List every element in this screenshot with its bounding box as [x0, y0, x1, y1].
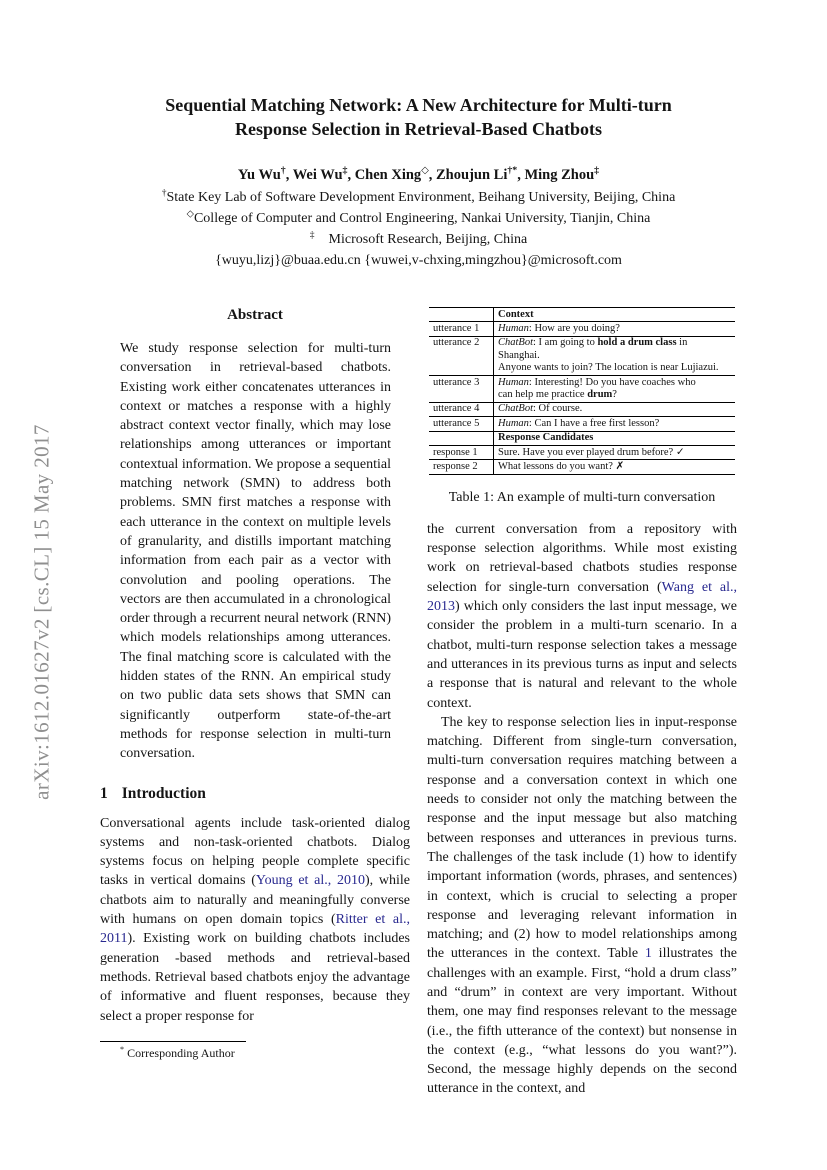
title-line-2: Response Selection in Retrieval-Based Chatbots — [235, 118, 602, 139]
title-line-1: Sequential Matching Network: A New Architecture for Multi-turn — [165, 95, 672, 115]
paper-title — [95, 94, 742, 141]
text-segment: Anyone wants to join? The location is near Lujiazui. — [498, 362, 719, 374]
text-segment: , Chen Xing — [347, 167, 422, 183]
table-row — [429, 417, 735, 431]
affiliation-block — [95, 187, 742, 271]
row-content — [494, 322, 736, 336]
citation-link[interactable]: Young et al., 2010 — [255, 873, 365, 889]
text-segment: Human — [498, 322, 529, 334]
text-segment: The key to response selection lies in input-response matching. Different from single-turn conversation, multi-turn conversation requires matching between a response and a conversation context in which one needs to consider not only the matching between the response and the input message but also matching between responses and utterances in previous turns. The challenges of the task include (1) how to identify important information (words, phrases, and sentences) in context, which is crucial to selecting a proper response and leveraging relevant information in matching; and (2) how to model relationships among the utterances in the context. Table — [427, 714, 737, 962]
citation-link[interactable]: 1 — [644, 946, 652, 962]
table-row — [429, 402, 735, 416]
citation-link[interactable]: Wang et al., 2013 — [427, 579, 738, 615]
text-segment: Sure. Have you ever played drum before? ✓ — [498, 446, 685, 458]
text-segment: ChatBot — [498, 337, 534, 349]
text-segment: ‡ — [594, 165, 600, 177]
affiliation-line-2 — [95, 208, 742, 229]
text-segment: , Zhoujun Li — [428, 167, 508, 183]
example-table — [429, 307, 735, 475]
section-heading-introduction — [100, 785, 410, 803]
row-label: response 1 — [429, 446, 494, 460]
table-row — [429, 336, 735, 375]
paper-header — [95, 94, 742, 271]
table-caption: Table 1: An example of multi-turn conversation — [448, 489, 716, 505]
table-row — [429, 460, 735, 474]
text-segment: † — [280, 165, 286, 177]
row-label — [429, 308, 494, 322]
table-row — [429, 446, 735, 460]
text-segment: ◇ — [186, 209, 194, 220]
text-segment: : I am going to — [533, 337, 598, 349]
table-row — [429, 308, 735, 322]
footnote-text: Corresponding Author — [127, 1046, 235, 1060]
footnote-text-line — [100, 1046, 410, 1061]
text-segment: Microsoft Research, Beijing, China — [314, 232, 528, 247]
text-segment: the current conversation from a repository with response selection algorithms. While most existing work on retrieval-based chatbots studies response selection for single-turn conversation ( — [427, 521, 737, 595]
row-content — [494, 402, 736, 416]
intro-paragraph — [100, 814, 410, 1026]
body-paragraph-2 — [427, 713, 737, 1099]
text-segment: ) which only considers the last input message, we consider the problem in a multi-turn scenario. In a chatbot, multi-turn response selection takes a message and utterances in its previous turns as input and selects a response that is natural and relevant to the whole context. — [427, 599, 737, 711]
section-number: 1 — [100, 784, 108, 802]
table-row — [429, 376, 735, 403]
footnote-marker: * — [120, 1045, 125, 1054]
affiliation-line-1 — [95, 187, 742, 208]
row-content — [494, 431, 736, 445]
abstract-text: We study response selection for multi-turn conversation in retrieval-based chatbots. Existing work either concatenates utterances in context or matches a response with a highly abstract context vector finally, which may lose relationships among utterances or important contextual information. We propose a sequential matching network (SMN) to address both problems. SMN first matches a response with each utterance in the context on multiple levels of granularity, and distills important matching information from each pair as a vector with convolution and pooling operations. The vectors are then accumulated in a chronological order through a recurrent neural network (RNN) which models relationships among utterances. The final matching score is calculated with the hidden states of the RNN. An empirical study on two public data sets shows that SMN can significantly outperform state-of-the-art methods for response selection in multi-turn conversation. — [120, 341, 391, 762]
text-segment: ), while chatbots aim to naturally and meaningfully converse with humans on open domain topics ( — [100, 873, 410, 928]
text-segment: ◇ — [421, 165, 429, 177]
text-segment: : Interesting! Do you have coaches who — [528, 376, 696, 388]
two-column-body — [100, 305, 737, 1099]
table-row — [429, 431, 735, 445]
row-content — [494, 336, 736, 375]
text-segment: Context — [498, 308, 534, 320]
section-title: Introduction — [121, 784, 206, 802]
author-line — [95, 165, 742, 186]
text-segment: Human — [498, 417, 529, 429]
text-segment: What lessons do you want? ✗ — [498, 460, 625, 472]
table-row — [429, 322, 735, 336]
text-segment: drum — [587, 388, 613, 400]
row-content — [494, 376, 736, 403]
row-label — [429, 431, 494, 445]
text-segment: Conversational agents include task-oriented dialog systems and non-task-oriented chatbots. Dialog systems focus on helping people complete specific tasks in vertical domains ( — [100, 815, 410, 889]
text-segment: ‡ — [342, 165, 348, 177]
text-segment: : Can I have a free first lesson? — [528, 417, 660, 429]
arxiv-watermark: arXiv:1612.01627v2 [cs.CL] 15 May 2017 — [29, 424, 54, 800]
text-segment: : How are you doing? — [528, 322, 620, 334]
text-segment: illustrates the challenges with an example. First, “hold a drum class” and “drum” in context are very important. Without them, one may find responses relevant to the message (i.e., the fifth utterance of the context) but nonsense in the context (e.g., “what lessons do you want?”). Second, the message highly depends on the second utterance in the context, and — [427, 946, 737, 1097]
row-content — [494, 308, 736, 322]
citation-link[interactable]: Ritter et al., 2011 — [100, 912, 410, 947]
text-segment: , Ming Zhou — [517, 167, 595, 183]
email-line: {wuyu,lizj}@buaa.edu.cn {wuwei,v-chxing,mingzhou}@microsoft.com — [215, 253, 622, 268]
row-label: utterance 3 — [429, 376, 494, 403]
text-segment: can help me practice — [498, 388, 588, 400]
text-segment: Yu Wu — [237, 167, 281, 183]
row-label: utterance 1 — [429, 322, 494, 336]
text-segment: Human — [498, 376, 529, 388]
footnote-rule — [100, 1041, 246, 1042]
text-segment: State Key Lab of Software Development Environment, Beihang University, Beijing, China — [166, 190, 676, 205]
right-column — [427, 305, 737, 1099]
row-label: utterance 4 — [429, 402, 494, 416]
text-segment: ). Existing work on building chatbots includes generation -based methods and retrieval-based methods. Retrieval based chatbots enjoy the advantage of informative and fluent responses, because they select a proper response for — [100, 931, 410, 1024]
row-content — [494, 417, 736, 431]
affiliation-line-3 — [95, 229, 742, 250]
row-content — [494, 460, 736, 474]
row-label: utterance 2 — [429, 336, 494, 375]
abstract-heading: Abstract — [227, 307, 283, 323]
row-label: utterance 5 — [429, 417, 494, 431]
text-segment: , Wei Wu — [285, 167, 343, 183]
text-segment: hold a drum class — [597, 337, 677, 349]
text-segment: College of Computer and Control Engineering, Nankai University, Tianjin, China — [193, 211, 651, 226]
text-segment: †* — [507, 165, 518, 177]
footnote — [100, 1041, 410, 1061]
row-content — [494, 446, 736, 460]
text-segment: : Of course. — [533, 403, 583, 415]
text-segment: in Shanghai. — [498, 337, 688, 361]
text-segment: ? — [612, 388, 617, 400]
text-segment: † — [161, 188, 167, 199]
row-label: response 2 — [429, 460, 494, 474]
text-segment: ChatBot — [498, 403, 534, 415]
left-column — [100, 305, 410, 1099]
text-segment: Response Candidates — [498, 432, 594, 444]
text-segment: ‡ — [309, 230, 315, 241]
body-paragraph-1 — [427, 520, 737, 713]
